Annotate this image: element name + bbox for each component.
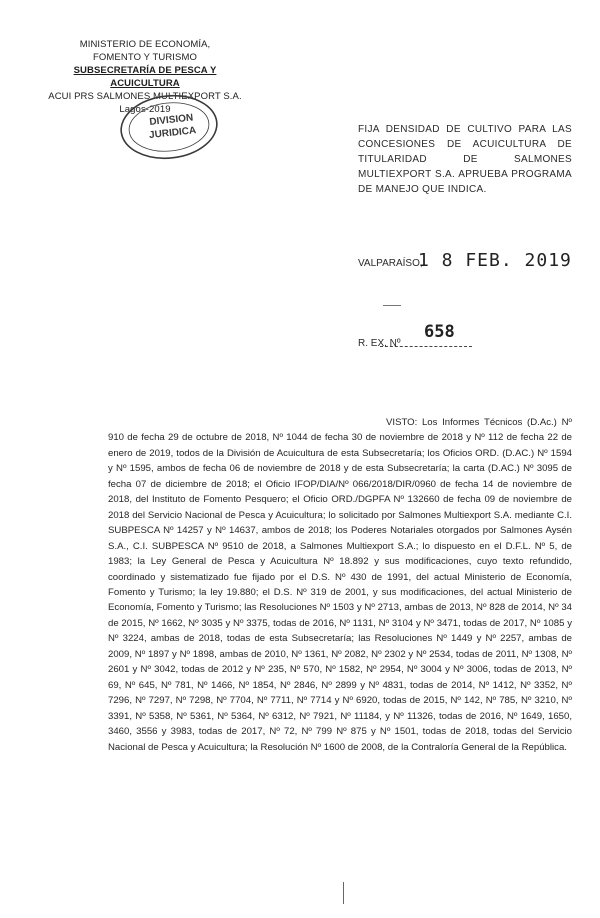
division-juridica-stamp [115, 87, 224, 167]
resolution-number: 658 [424, 322, 455, 342]
page-mark [343, 882, 344, 904]
letterhead-ministry: MINISTERIO DE ECONOMÍA, [79, 39, 211, 50]
visto-paragraph: VISTO: Los Informes Técnicos (D.Ac.) Nº 910 de fecha 29 de octubre de 2018, Nº 1044 de fecha 30 de noviembre de 2018 y Nº 112 de fecha 22 de enero de 2019, todos de la División de Acuicultura de esta Subsecretaría; los Oficios ORD. (D.AC.) Nº 1594 y Nº 1595, ambos de fecha 06 de noviembre de 2018 y de esta Subsecretaría; la carta (D.AC.) Nº 3095 de fecha 07 de diciembre de 2018; el Oficio IFOP/DIA/Nº 066/2018/DIR/0960 de fecha 14 de noviembre de 2018, del Instituto de Fomento Pesquero; el Oficio ORD./DGPFA Nº 132660 de fecha 09 de noviembre de 2018 del Servicio Nacional de Pesca y Acuicultura; lo solicitado por Salmones Multiexport S.A. mediante C.I. SUBPESCA Nº 14257 y Nº 14637, ambos de 2018; los Poderes Notariales otorgados por Salmones Aysén S.A., C.I. SUBPESCA Nº 9510 de 2018, a Salmones Multiexport S.A.; lo dispuesto en el D.F.L. Nº 5, de 1983; la Ley General de Pesca y Acuicultura Nº 18.892 y sus modificaciones, cuyo texto refundido, coordinado y sistematizado fue fijado por el D.S. Nº 430 de 1991, del actual Ministerio de Economía, Fomento y Turismo; la ley 19.880; el D.S. Nº 319 de 2001, y sus modificaciones, del actual Ministerio de Economía, Fomento y Turismo; las Resoluciones Nº 1503 y Nº 2713, ambas de 2013, Nº 828 de 2014, Nº 34 de 2015, Nº 1662, Nº 3035 y Nº 3375, todas de 2016, Nº 1131, Nº 3104 y Nº 3471, todas de 2017, Nº 1085 y Nº 3224, ambas de 2018, todas de esta Subsecretaría; las Resoluciones Nº 1449 y Nº 2257, ambas de 2009, Nº 1897 y Nº 1898, ambas de 2010, Nº 1361, Nº 2082, Nº 2302 y Nº 2534, todas de 2011, Nº 1308, Nº 2601 y Nº 3042, todas de 2012 y Nº 235, Nº 570, Nº 1582, Nº 2954, Nº 3004 y Nº 3006, todas de 2013, Nº 69, Nº 645, Nº 781, Nº 1466, Nº 1854, Nº 2846, Nº 2899 y Nº 4831, todas de 2014, Nº 1412, Nº 3352, Nº 7296, Nº 7297, Nº 7298, Nº 7704, Nº 7711, Nº 7714 y Nº 6920, todas de 2015, Nº 142, Nº 785, Nº 3210, Nº 3391, Nº 5358, Nº 5361, Nº 5364, Nº 6312, Nº 7921, Nº 11184, y Nº 11326, todas de 2016, Nº 1649, 1650, 3460, 3556 y 3983, todas de 2017, Nº 72, Nº 799 Nº 875 y Nº 1501, todas de 2018, todas del Servicio Nacional de Pesca y Acuicultura; la Resolución Nº 1600 de 2008, de la Contraloría General de la República. [108, 417, 572, 753]
resolution-number-underline [380, 346, 472, 347]
letterhead-ministry-sub: FOMENTO Y TURISMO [93, 52, 197, 63]
mark-dash [383, 305, 401, 306]
resolution-summary: FIJA DENSIDAD DE CULTIVO PARA LAS CONCESIONES DE ACUICULTURA DE TITULARIDAD DE SALMONES MULTIEXPORT S.A. APRUEBA PROGRAMA DE MANEJO QUE INDICA. [358, 124, 572, 195]
date-stamp: 1 8 FEB. 2019 [418, 250, 572, 271]
stamp-text-division: DIVISION [148, 112, 194, 128]
letterhead-subsecretaria: SUBSECRETARÍA DE PESCA Y ACUICULTURA [73, 65, 217, 89]
letterhead-location: Lagos-2019 [119, 104, 171, 115]
resolution-label: R. EX. Nº [358, 338, 401, 349]
letterhead-reference: ACUI PRS SALMONES MULTIEXPORT S.A. [48, 91, 242, 102]
stamp-text-juridica: JURIDICA [148, 125, 197, 142]
place-label: VALPARAÍSO, [358, 258, 423, 269]
